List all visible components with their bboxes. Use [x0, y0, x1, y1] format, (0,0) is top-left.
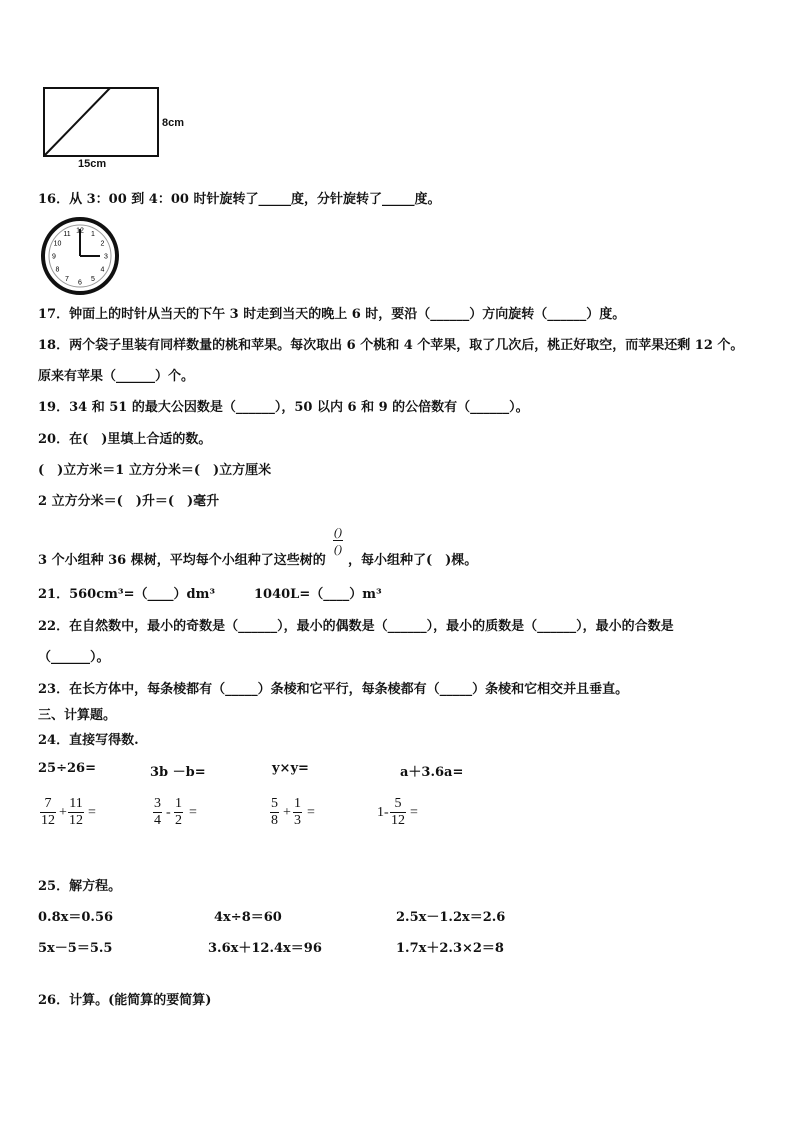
- denominator: 12: [41, 813, 55, 828]
- q25-item-1: 0.8x＝0.56: [38, 910, 114, 925]
- question-20-b: 2 立方分米＝( )升＝( )毫升: [38, 494, 220, 509]
- clock-number: 10: [53, 240, 62, 248]
- clock-number: 6: [78, 279, 82, 287]
- question-20-c-fraction: [333, 524, 343, 557]
- question-20-c-post: ，每小组种了( )棵。: [348, 553, 478, 568]
- denominator: 8: [271, 813, 278, 828]
- question-18-line1: 18．两个袋子里装有同样数量的桃和苹果。每次取出 6 个桃和 4 个苹果，取了几次后，桃正好取空，而苹果还剩 12 个。: [38, 338, 744, 353]
- question-20-a: ( )立方米＝1 立方分米＝( )立方厘米: [38, 463, 272, 478]
- question-26: 26．计算。(能简算的要简算): [38, 993, 212, 1008]
- numerator: 1: [294, 796, 301, 811]
- question-19: 19．34 和 51 的最大公因数是（______），50 以内 6 和 9 的公倍数有（______）。: [38, 400, 529, 415]
- denominator: 12: [69, 813, 83, 828]
- q25-item-3: 2.5x－1.2x＝2.6: [396, 910, 506, 925]
- denominator: 4: [154, 813, 161, 828]
- q25-item-2: 4x÷8＝60: [214, 910, 282, 925]
- denominator: 2: [175, 813, 182, 828]
- denominator: 12: [391, 813, 405, 828]
- numerator: 3: [154, 796, 161, 811]
- question-24: 24．直接写得数.: [38, 733, 139, 748]
- q24-item-2: 3b －b=: [150, 765, 206, 780]
- clock-number: 3: [104, 253, 108, 261]
- clock-number: 9: [52, 253, 56, 261]
- q25-item-4: 5x－5＝5.5: [38, 941, 113, 956]
- q25-item-6: 1.7x＋2.3×2＝8: [396, 941, 504, 956]
- operator: +: [283, 805, 291, 820]
- rectangle-figure: [40, 84, 220, 174]
- section-heading: 三、计算题。: [38, 708, 117, 723]
- question-21-b: 1040L=（____）m³: [254, 587, 382, 602]
- question-18-line2: 原来有苹果（______）个。: [38, 369, 195, 384]
- numerator: 7: [44, 796, 52, 811]
- clock-number: 5: [91, 276, 95, 283]
- q24-frac-1b: [68, 796, 84, 829]
- q24-frac-3b: [293, 796, 302, 829]
- q24-frac-1a: [40, 796, 56, 829]
- clock-number: 12: [76, 227, 84, 235]
- rectangle-height-label: 8cm: [162, 117, 185, 129]
- numerator: 5: [394, 796, 402, 811]
- equals-sign: =: [189, 805, 197, 820]
- question-25: 25．解方程。: [38, 879, 122, 894]
- fraction-numerator: (): [334, 525, 342, 539]
- question-20-c-text: 3 个小组种 36 棵树，平均每个小组种了这些树的: [38, 553, 326, 568]
- q25-item-5: 3.6x＋12.4x＝96: [208, 941, 322, 956]
- clock-number: 7: [65, 276, 69, 283]
- rectangle-width-label: 15cm: [78, 158, 107, 170]
- q24-frac-2a: [153, 796, 162, 829]
- q24-item-3: y×y=: [272, 761, 309, 776]
- clock-icon: [40, 216, 120, 296]
- question-23: 23．在长方体中，每条棱都有（_____）条棱和它平行，每条棱都有（_____）条棱和它相交并且垂直。: [38, 682, 629, 697]
- q24-frac-4: [390, 796, 406, 829]
- denominator: 3: [294, 813, 301, 828]
- clock-number: 8: [55, 266, 60, 274]
- question-16: 16．从 3：00 到 4：00 时针旋转了_____度，分针旋转了_____度。: [38, 192, 441, 207]
- numerator: 1: [175, 796, 182, 811]
- q24-frac-3a: [270, 796, 279, 829]
- q24-frac-2b: [174, 796, 183, 829]
- operator: +: [59, 805, 67, 820]
- question-22-line1: 22．在自然数中，最小的奇数是（______），最小的偶数是（______），最小的质数是（______），最小的合数是: [38, 619, 674, 634]
- question-20: 20．在( )里填上合适的数。: [38, 432, 212, 447]
- equals-sign: =: [307, 805, 315, 820]
- question-17: 17．钟面上的时针从当天的下午 3 时走到当天的晚上 6 时，要沿（______）方向旋转（______）度。: [38, 307, 626, 322]
- question-22-line2: （______）。: [38, 650, 110, 665]
- question-21-a: 21．560cm³=（____）dm³: [38, 587, 216, 602]
- clock-number: 4: [100, 266, 105, 274]
- fraction-denominator: (): [334, 542, 342, 556]
- operator: -: [166, 805, 171, 820]
- clock-number: 1: [91, 231, 95, 238]
- q24-item-4: a＋3.6a=: [400, 765, 464, 780]
- q24-item-1: 25÷26=: [38, 761, 96, 776]
- equals-sign: =: [88, 805, 96, 820]
- clock-number: 2: [100, 240, 105, 248]
- prefix: 1-: [377, 805, 389, 820]
- clock-number: 11: [63, 231, 71, 238]
- numerator: 11: [69, 796, 83, 811]
- equals-sign: =: [410, 805, 418, 820]
- numerator: 5: [271, 796, 278, 811]
